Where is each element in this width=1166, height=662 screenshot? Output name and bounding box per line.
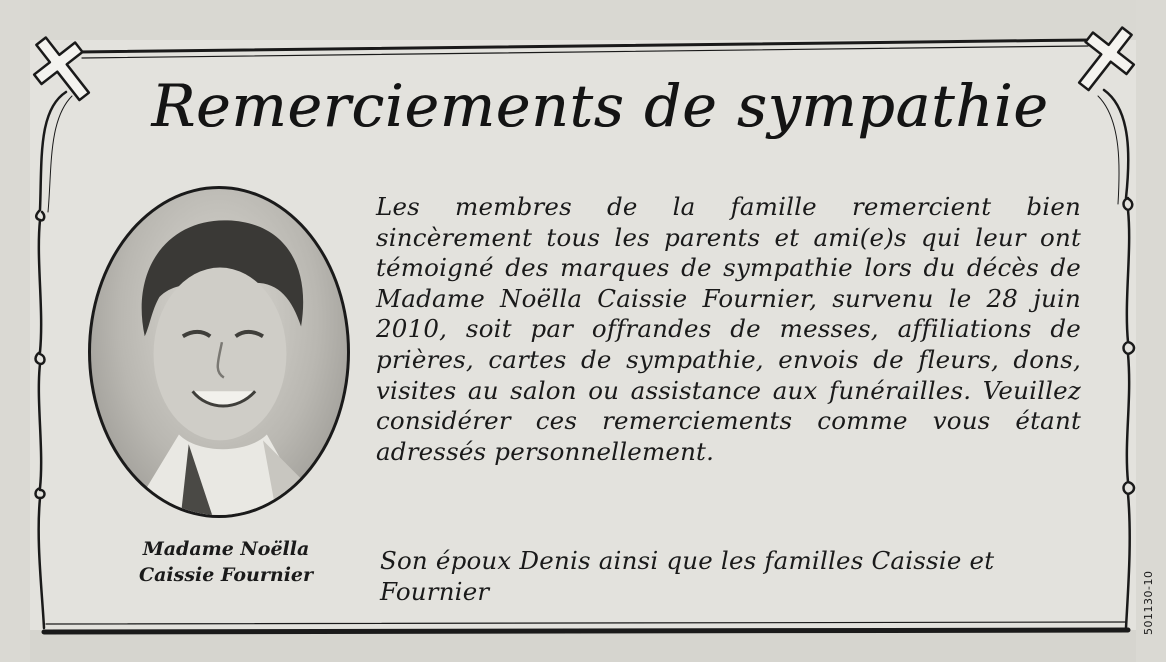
portrait-caption <box>96 536 356 588</box>
notice-body: Les membres de la famille remercient bien sincèrement tous les parents et ami(e)s qui leur ont témoigné des marques de sympathie lors du décès de Madame Noëlla Caissie Fournier, survenu le 28 juin 2010, soit par offrandes de messes, affiliations de prières, cartes de sympathie, envois de fleurs, dons, visites au salon ou assistance aux funérailles. Veuillez considérer ces remerciements comme vous étant adressés personnellement. <box>376 192 1081 466</box>
portrait-photo <box>88 186 350 518</box>
caption-name-line1: Madame Noëlla <box>142 538 310 560</box>
caption-name-line2: Caissie Fournier <box>138 564 314 586</box>
notice-title: Remerciements de sympathie <box>151 72 1049 140</box>
reference-code: 501130-10 <box>1142 570 1155 635</box>
notice-signature: Son époux Denis ainsi que les familles Caissie et Fournier <box>380 546 995 606</box>
cross-icon <box>21 25 105 112</box>
cross-icon <box>1063 15 1147 102</box>
